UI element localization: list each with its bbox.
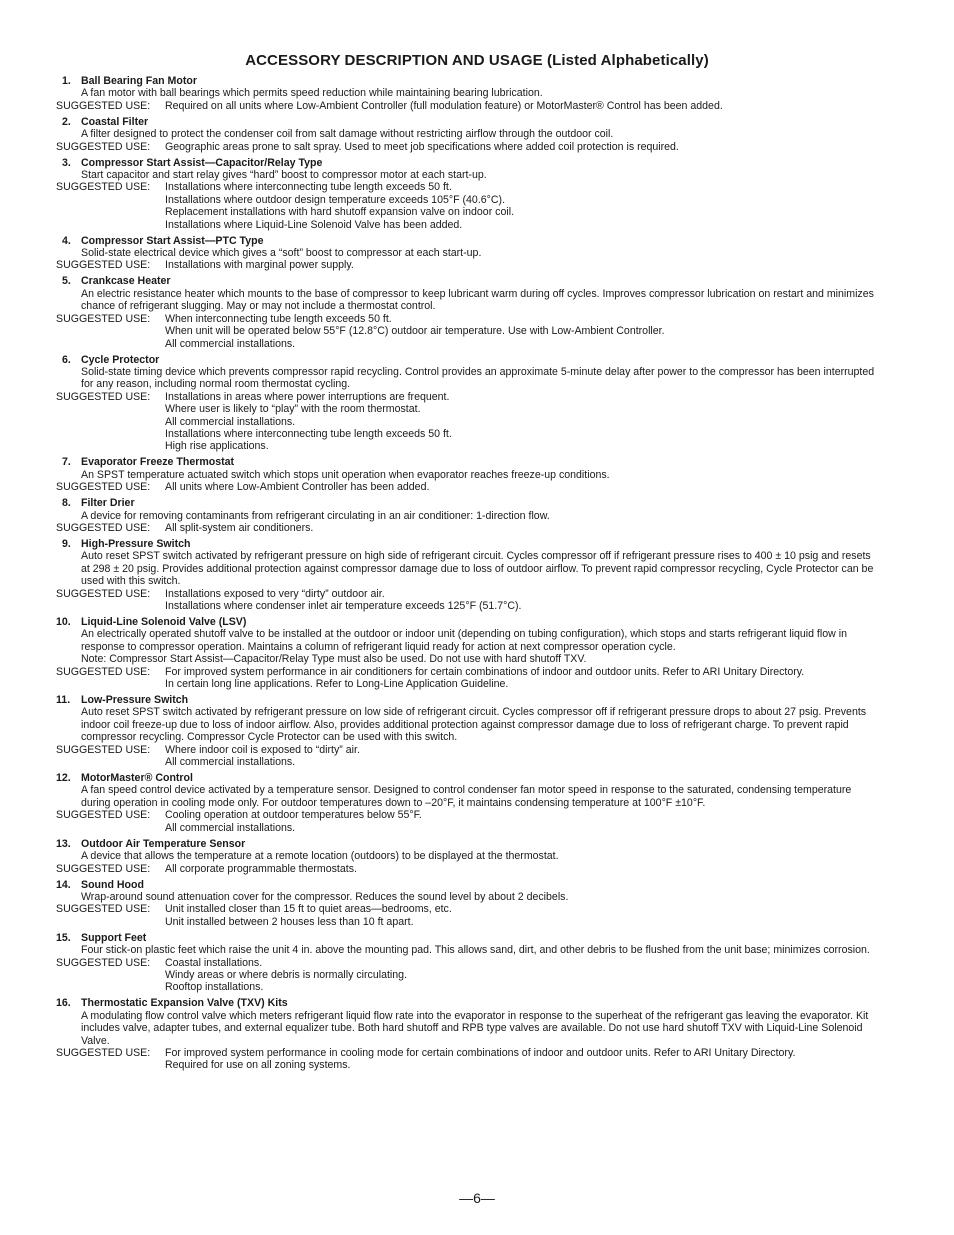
suggested-use-label: SUGGESTED USE: (56, 521, 151, 534)
accessory-heading (56, 879, 876, 891)
suggested-use-line: For improved system performance in cooling mode for certain combinations of indoor and outdoor units. Refer to ARI Unitary Directory. (165, 1046, 796, 1059)
accessory-name: MotorMaster® Control (81, 772, 193, 785)
suggested-use-label: SUGGESTED USE: (56, 956, 151, 969)
accessory-number: 8. (62, 497, 71, 510)
accessory-description: Auto reset SPST switch activated by refrigerant pressure on low side of refrigerant circuit. Cycles compressor off if refrigerant pressure drops to about 27 psig. Prevents indoor coil freeze-up due to loss of indoor airflow. Also, provides additional protection against compressor damage due to loss of refrigerant charge. To prevent rapid compressor recycling. Compressor Cycle Protector can be used with this switch. (81, 706, 867, 744)
suggested-use-line: Unit installed closer than 15 ft to quiet areas—bedrooms, etc. (165, 903, 452, 916)
accessory-name: Compressor Start Assist—PTC Type (81, 234, 264, 247)
accessory-heading (56, 772, 876, 784)
accessory-item (56, 275, 876, 349)
accessory-item (56, 772, 876, 834)
accessory-description: An electrically operated shutoff valve to be installed at the outdoor or indoor unit (depending on tubing configuration), which stops and starts refrigerant liquid flow in response to compressor operation. Maintains a column of refrigerant liquid ready for action at next compressor operation cycle. (81, 628, 847, 653)
suggested-use-line: Required for use on all zoning systems. (165, 1059, 351, 1072)
suggested-use (56, 522, 876, 534)
suggested-use-label: SUGGESTED USE: (56, 140, 151, 153)
suggested-use-label: SUGGESTED USE: (56, 312, 151, 325)
accessory-number: 9. (62, 537, 71, 550)
suggested-use-line: Installations where Liquid-Line Solenoid Valve has been added. (165, 218, 463, 231)
accessory-name: Low-Pressure Switch (81, 694, 189, 707)
accessory-description: Solid-state electrical device which gives a “soft” boost to compressor at each start-up. (81, 247, 482, 260)
accessory-name: Support Feet (81, 931, 147, 944)
accessory-name: Cycle Protector (81, 353, 160, 366)
suggested-use-line: All commercial installations. (165, 821, 296, 834)
accessory-number: 11. (56, 694, 71, 707)
suggested-use-line: Installations where interconnecting tube length exceeds 50 ft. (165, 181, 452, 194)
suggested-use (56, 666, 876, 691)
accessory-item (56, 456, 876, 493)
accessory-description: A filter designed to protect the condenser coil from salt damage without restricting airflow through the outdoor coil. (81, 128, 614, 141)
suggested-use (56, 100, 876, 112)
accessory-item (56, 997, 876, 1071)
suggested-use-line: Unit installed between 2 houses less than 10 ft apart. (165, 915, 414, 928)
page-number: —6— (459, 1190, 495, 1206)
suggested-use (56, 809, 876, 834)
suggested-use-line: When interconnecting tube length exceeds 50 ft. (165, 312, 392, 325)
accessory-item (56, 497, 876, 534)
suggested-use-label: SUGGESTED USE: (56, 1046, 151, 1059)
accessory-note: Note: Compressor Start Assist—Capacitor/Relay Type must also be used. Do not use with hard shutoff TXV. (81, 653, 587, 666)
accessory-heading (56, 456, 876, 468)
accessory-number: 10. (56, 616, 71, 628)
suggested-use-label: SUGGESTED USE: (56, 862, 151, 875)
accessory-name: Compressor Start Assist—Capacitor/Relay Type (81, 156, 323, 169)
accessory-number: 2. (62, 115, 71, 128)
suggested-use-line: Cooling operation at outdoor temperatures below 55°F. (165, 809, 422, 822)
accessory-item (56, 694, 876, 768)
suggested-use-line: Installations where condenser inlet air temperature exceeds 125°F (51.7°C). (165, 600, 522, 612)
accessory-description: Auto reset SPST switch activated by refrigerant pressure on high side of refrigerant circuit. Cycles compressor off if refrigerant pressure rises to 400 ± 10 psig and resets at 298 ± 20 psig. Provides additional protection against compressor damage due to loss of outdoor airflow. To prevent rapid compressor recycling, Cycle Protector can be used with this switch. (81, 550, 874, 588)
accessory-description: Wrap-around sound attenuation cover for the compressor. Reduces the sound level by about 2 decibels. (81, 890, 569, 903)
accessory-heading (56, 235, 876, 247)
suggested-use-line: All commercial installations. (165, 337, 296, 350)
accessory-description: An electric resistance heater which mounts to the base of compressor to keep lubricant warm during off cycles. Improves compressor lubrication on restart and minimizes chance of refrigerant slugging. May or may not include a thermostat control. (81, 287, 874, 313)
suggested-use-line: Where indoor coil is exposed to “dirty” air. (165, 743, 360, 756)
accessory-heading (56, 116, 876, 128)
suggested-use-line: Installations exposed to very “dirty” outdoor air. (165, 587, 385, 600)
accessory-number: 3. (62, 156, 71, 169)
accessory-number: 14. (56, 878, 71, 891)
accessory-item (56, 157, 876, 231)
suggested-use-label: SUGGESTED USE: (56, 99, 151, 112)
accessory-name: Sound Hood (81, 878, 144, 891)
accessory-name: Filter Drier (81, 497, 135, 510)
suggested-use-line: All corporate programmable thermostats. (165, 862, 357, 875)
accessory-number: 6. (62, 353, 71, 366)
suggested-use (56, 744, 876, 769)
accessory-name: Liquid-Line Solenoid Valve (LSV) (81, 616, 247, 628)
accessory-number: 13. (56, 837, 71, 850)
page-title: ACCESSORY DESCRIPTION AND USAGE (Listed Alphabetically) (245, 52, 709, 69)
suggested-use (56, 481, 876, 493)
accessory-description: Start capacitor and start relay gives “hard” boost to compressor motor at each start-up. (81, 169, 487, 182)
accessory-number: 12. (56, 772, 71, 785)
accessory-heading (56, 354, 876, 366)
accessory-heading (56, 75, 876, 87)
suggested-use-line: When unit will be operated below 55°F (12.8°C) outdoor air temperature. Use with Low-Ambient Controller. (165, 325, 665, 338)
accessory-name: Outdoor Air Temperature Sensor (81, 837, 246, 850)
suggested-use-line: All commercial installations. (165, 756, 296, 769)
suggested-use-label: SUGGESTED USE: (56, 903, 151, 916)
suggested-use (56, 903, 876, 928)
accessory-description: Four stick-on plastic feet which raise the unit 4 in. above the mounting pad. This allows sand, dirt, and other debris to be flushed from the unit base; minimizes corrosion. (81, 944, 870, 957)
accessory-number: 5. (62, 275, 71, 288)
suggested-use-label: SUGGESTED USE: (56, 259, 151, 272)
suggested-use-line: Required on all units where Low-Ambient Controller (full modulation feature) or MotorMaster® Control has been added. (165, 99, 723, 112)
accessory-number: 7. (62, 456, 71, 469)
accessory-description: A fan speed control device activated by a temperature sensor. Designed to control condenser fan motor speed in response to the saturated, condensing temperature during operation in cooling mode only. For outdoor temperatures down to –20°F, it maintains condensing temperature at 100°F ±10°F. (81, 784, 852, 809)
accessory-heading (56, 694, 876, 706)
accessory-heading (56, 997, 876, 1009)
suggested-use (56, 141, 876, 153)
accessory-heading (56, 932, 876, 944)
accessory-number: 1. (62, 75, 71, 87)
suggested-use-line: Installations where outdoor design temperature exceeds 105°F (40.6°C). (165, 193, 506, 206)
suggested-use-line: In certain long line applications. Refer to Long-Line Application Guideline. (165, 678, 509, 691)
suggested-use-line: All split-system air conditioners. (165, 521, 314, 534)
accessory-number: 15. (56, 931, 71, 944)
accessory-name: Coastal Filter (81, 115, 149, 128)
accessory-item (56, 235, 876, 272)
accessory-heading (56, 497, 876, 509)
accessory-item (56, 538, 876, 612)
accessory-item (56, 75, 876, 112)
suggested-use-label: SUGGESTED USE: (56, 481, 151, 494)
accessory-number: 16. (56, 997, 71, 1010)
suggested-use-line: Rooftop installations. (165, 981, 264, 994)
accessory-item (56, 932, 876, 994)
accessory-description: A fan motor with ball bearings which permits speed reduction while maintaining bearing lubrication. (81, 87, 543, 100)
accessory-name: Thermostatic Expansion Valve (TXV) Kits (81, 997, 288, 1010)
suggested-use (56, 957, 876, 994)
accessory-list (56, 75, 876, 1075)
accessory-description: A device that allows the temperature at a remote location (outdoors) to be displayed at the thermostat. (81, 850, 559, 863)
accessory-description: A device for removing contaminants from refrigerant circulating in an air conditioner: 1-direction flow. (81, 509, 550, 522)
suggested-use (56, 391, 876, 453)
suggested-use-label: SUGGESTED USE: (56, 587, 151, 600)
accessory-heading (56, 275, 876, 287)
accessory-item (56, 354, 876, 453)
suggested-use-line: All commercial installations. (165, 415, 296, 428)
suggested-use-label: SUGGESTED USE: (56, 665, 151, 678)
accessory-heading (56, 538, 876, 550)
suggested-use-line: Windy areas or where debris is normally circulating. (165, 968, 407, 981)
suggested-use-line: Coastal installations. (165, 956, 263, 969)
suggested-use-label: SUGGESTED USE: (56, 809, 151, 822)
suggested-use-line: Where user is likely to “play” with the room thermostat. (165, 403, 421, 416)
accessory-description: A modulating flow control valve which meters refrigerant liquid flow rate into the evaporator in response to the superheat of the refrigerant gas leaving the evaporator. Kit includes valve, adapter tubes, and external equalizer tube. Both hard shutoff and RPB type valves are available. Do not use hard shutoff TXV with Liquid-Line Solenoid Valve. (81, 1009, 869, 1047)
accessory-item (56, 616, 876, 690)
suggested-use-label: SUGGESTED USE: (56, 743, 151, 756)
suggested-use-line: Installations with marginal power supply. (165, 259, 354, 272)
suggested-use-label: SUGGESTED USE: (56, 181, 151, 194)
suggested-use (56, 313, 876, 350)
suggested-use-label: SUGGESTED USE: (56, 390, 151, 403)
suggested-use-line: High rise applications. (165, 440, 269, 453)
accessory-name: High-Pressure Switch (81, 537, 191, 550)
suggested-use-line: For improved system performance in air conditioners for certain combinations of indoor and outdoor units. Refer to ARI Unitary Directory. (165, 665, 805, 678)
accessory-name: Ball Bearing Fan Motor (81, 75, 197, 87)
accessory-number: 4. (62, 234, 71, 247)
suggested-use (56, 863, 876, 875)
accessory-heading (56, 616, 876, 628)
suggested-use (56, 1047, 876, 1072)
accessory-item (56, 116, 876, 153)
accessory-description: An SPST temperature actuated switch which stops unit operation when evaporator reaches freeze-up conditions. (81, 468, 610, 481)
suggested-use (56, 259, 876, 271)
accessory-item (56, 879, 876, 929)
accessory-description: Solid-state timing device which prevents compressor rapid recycling. Control provides an approximate 5-minute delay after power to the compressor has been interrupted for any reason, including normal room thermostat cycling. (81, 365, 875, 391)
suggested-use-line: All units where Low-Ambient Controller has been added. (165, 481, 430, 494)
accessory-name: Crankcase Heater (81, 275, 171, 288)
accessory-heading (56, 157, 876, 169)
suggested-use (56, 588, 876, 613)
accessory-heading (56, 838, 876, 850)
suggested-use-line: Installations where interconnecting tube length exceeds 50 ft. (165, 427, 452, 440)
suggested-use-line: Geographic areas prone to salt spray. Used to meet job specifications where added coil protection is required. (165, 140, 679, 153)
accessory-name: Evaporator Freeze Thermostat (81, 456, 235, 469)
suggested-use-line: Replacement installations with hard shutoff expansion valve on indoor coil. (165, 206, 515, 219)
accessory-item (56, 838, 876, 875)
suggested-use-line: Installations in areas where power interruptions are frequent. (165, 390, 450, 403)
suggested-use (56, 181, 876, 231)
